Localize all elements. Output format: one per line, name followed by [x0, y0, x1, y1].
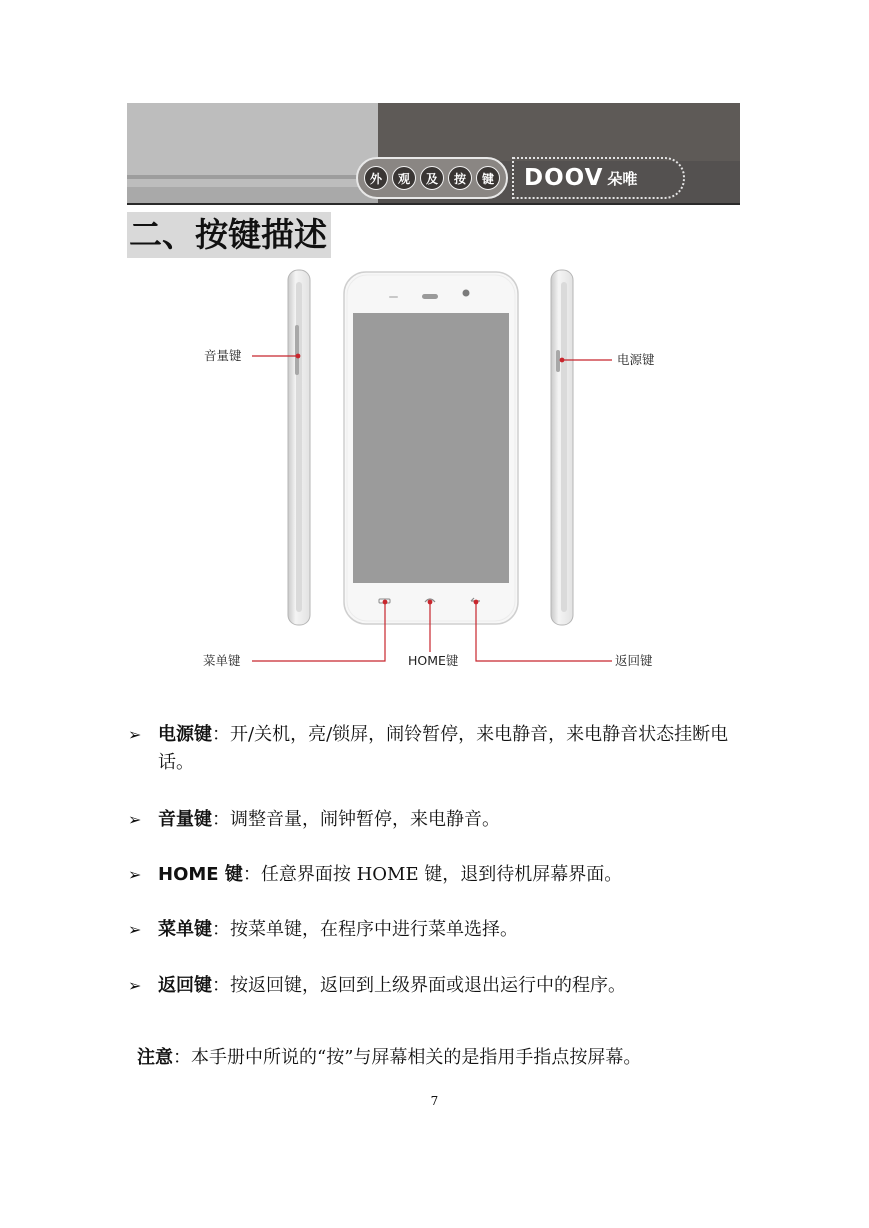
- phone-front-view: [344, 272, 518, 624]
- bullet-desc: ：开/关机，亮/锁屏，闹铃暂停，来电静音，来电静音状态挂断电话。: [158, 724, 729, 773]
- power-key-callout: 电源键: [617, 352, 655, 367]
- menu-key-callout: 菜单键: [203, 653, 241, 668]
- chapter-char: 键: [476, 166, 500, 190]
- bullet-arrow-icon: ➢: [128, 865, 142, 884]
- phone-screen: [353, 313, 509, 583]
- bullet-term: 菜单键: [158, 919, 212, 940]
- bullet-term: HOME 键: [158, 864, 243, 885]
- chapter-char: 外: [364, 166, 388, 190]
- chapter-char: 观: [392, 166, 416, 190]
- bullet-power-key: [128, 721, 748, 777]
- bullet-volume-key: [128, 806, 748, 834]
- earpiece-icon: [422, 294, 438, 299]
- brand-logo-latin: DOOV: [524, 165, 604, 191]
- bullet-arrow-icon: ➢: [128, 920, 142, 939]
- bullet-arrow-icon: ➢: [128, 810, 142, 829]
- bullet-term: 音量键: [158, 809, 212, 830]
- phone-left-side-view: [288, 270, 310, 625]
- bullet-term: 返回键: [158, 975, 212, 996]
- page-number: 7: [430, 1094, 439, 1108]
- volume-key: [295, 325, 299, 375]
- bullet-menu-key: [128, 916, 748, 944]
- chapter-char: 按: [448, 166, 472, 190]
- note-desc: ：本手册中所说的“按”与屏幕相关的是指用手指点按屏幕。: [173, 1047, 642, 1068]
- back-key-callout: 返回键: [615, 653, 653, 668]
- front-camera-icon: [463, 290, 470, 297]
- bullet-desc: ：任意界面按 HOME 键，退到待机屏幕界面。: [242, 864, 623, 885]
- bullet-back-key: [128, 972, 748, 1000]
- phone-right-side-view: [551, 270, 573, 625]
- note-term: 注意: [137, 1047, 173, 1068]
- bullet-desc: ：按返回键，返回到上级界面或退出运行中的程序。: [212, 975, 626, 996]
- note: [137, 1044, 757, 1072]
- home-key-callout: HOME键: [408, 653, 459, 668]
- bullet-home-key: [128, 861, 748, 889]
- brand-logo-cjk: 朵唯: [607, 169, 638, 188]
- bullet-desc: ：调整音量，闹钟暂停，来电静音。: [212, 809, 500, 830]
- volume-key-callout: 音量键: [204, 348, 242, 363]
- section-heading: 二、按键描述: [127, 212, 331, 258]
- power-key: [556, 350, 560, 372]
- bullet-arrow-icon: ➢: [128, 725, 142, 744]
- bullet-desc: ：按菜单键，在程序中进行菜单选择。: [212, 919, 518, 940]
- bullet-arrow-icon: ➢: [128, 976, 142, 995]
- chapter-char: 及: [420, 166, 444, 190]
- sensor-icon: [389, 296, 398, 298]
- bullet-term: 电源键: [158, 724, 212, 745]
